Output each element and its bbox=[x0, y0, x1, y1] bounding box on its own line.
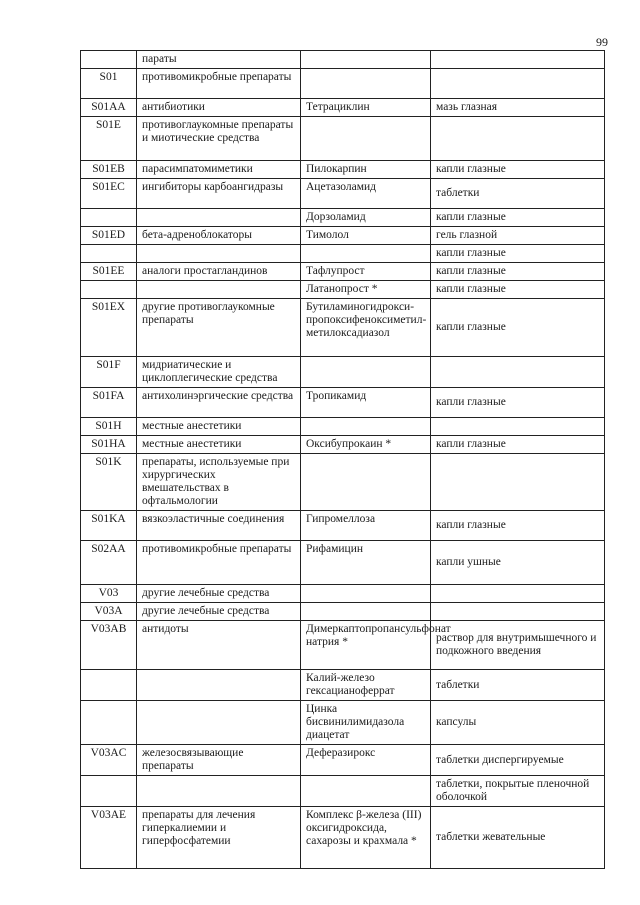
drug-cell: Ацетазоламид bbox=[301, 179, 431, 209]
code-cell: S01F bbox=[81, 357, 137, 388]
group-cell: другие противоглаукомные препараты bbox=[137, 299, 301, 357]
group-cell: противоглаукомные препараты и миотические средства bbox=[137, 117, 301, 161]
table-row bbox=[81, 117, 605, 161]
page-number: 99 bbox=[596, 35, 608, 49]
code-cell: S01EE bbox=[81, 263, 137, 281]
form-cell: капли глазные bbox=[431, 299, 605, 357]
group-cell: аналоги простагландинов bbox=[137, 263, 301, 281]
code-cell bbox=[81, 51, 137, 69]
drug-cell: Рифамицин bbox=[301, 541, 431, 585]
table-row bbox=[81, 51, 605, 69]
form-cell: таблетки диспергируемые bbox=[431, 745, 605, 776]
form-cell bbox=[431, 585, 605, 603]
group-cell: бета-адреноблокаторы bbox=[137, 227, 301, 245]
table-row bbox=[81, 776, 605, 807]
drug-cell: Тропикамид bbox=[301, 388, 431, 418]
code-cell bbox=[81, 701, 137, 745]
table-row bbox=[81, 418, 605, 436]
form-cell bbox=[431, 357, 605, 388]
table-row bbox=[81, 357, 605, 388]
group-cell: вязкоэластичные соединения bbox=[137, 511, 301, 541]
table-row bbox=[81, 209, 605, 227]
table-row bbox=[81, 99, 605, 117]
drug-cell bbox=[301, 117, 431, 161]
table-row bbox=[81, 745, 605, 776]
form-cell bbox=[431, 603, 605, 621]
code-cell: S01KA bbox=[81, 511, 137, 541]
drug-cell: Бутиламиногидрокси-пропоксифеноксиметил-метилоксадиазол bbox=[301, 299, 431, 357]
table-row bbox=[81, 511, 605, 541]
form-cell: раствор для внутримышечного и подкожного введения bbox=[431, 621, 605, 670]
form-cell: таблетки bbox=[431, 179, 605, 209]
group-cell: местные анестетики bbox=[137, 436, 301, 454]
group-cell: противомикробные препараты bbox=[137, 69, 301, 99]
code-cell: S01EX bbox=[81, 299, 137, 357]
table-row bbox=[81, 807, 605, 869]
drug-cell bbox=[301, 603, 431, 621]
drug-cell: Цинка бисвинилимидазола диацетат bbox=[301, 701, 431, 745]
group-cell: противомикробные препараты bbox=[137, 541, 301, 585]
form-cell: капли глазные bbox=[431, 436, 605, 454]
drug-cell bbox=[301, 245, 431, 263]
group-cell bbox=[137, 776, 301, 807]
drug-cell bbox=[301, 454, 431, 511]
table-row bbox=[81, 299, 605, 357]
drug-cell: Пилокарпин bbox=[301, 161, 431, 179]
table-row bbox=[81, 281, 605, 299]
table-row bbox=[81, 701, 605, 745]
form-cell bbox=[431, 117, 605, 161]
table-row bbox=[81, 621, 605, 670]
table-row bbox=[81, 263, 605, 281]
form-cell bbox=[431, 69, 605, 99]
table-row bbox=[81, 161, 605, 179]
table-row bbox=[81, 436, 605, 454]
form-cell: таблетки bbox=[431, 670, 605, 701]
code-cell: S02AA bbox=[81, 541, 137, 585]
code-cell bbox=[81, 209, 137, 227]
drug-cell: Латанопрост * bbox=[301, 281, 431, 299]
code-cell: V03AB bbox=[81, 621, 137, 670]
group-cell: препараты, используемые при хирургических вмешательствах в офтальмологии bbox=[137, 454, 301, 511]
drug-cell: Тафлупрост bbox=[301, 263, 431, 281]
drug-table bbox=[80, 50, 605, 869]
drug-cell bbox=[301, 51, 431, 69]
table-row bbox=[81, 388, 605, 418]
group-cell: другие лечебные средства bbox=[137, 585, 301, 603]
drug-cell: Тимолол bbox=[301, 227, 431, 245]
form-cell: капли глазные bbox=[431, 161, 605, 179]
form-cell: таблетки жевательные bbox=[431, 807, 605, 869]
code-cell bbox=[81, 670, 137, 701]
drug-cell bbox=[301, 585, 431, 603]
table-row bbox=[81, 454, 605, 511]
group-cell bbox=[137, 701, 301, 745]
code-cell: V03 bbox=[81, 585, 137, 603]
group-cell: ингибиторы карбоангидразы bbox=[137, 179, 301, 209]
group-cell: железосвязывающие препараты bbox=[137, 745, 301, 776]
code-cell: S01K bbox=[81, 454, 137, 511]
drug-cell bbox=[301, 776, 431, 807]
form-cell: капли глазные bbox=[431, 281, 605, 299]
drug-cell: Калий-железо гексацианоферрат bbox=[301, 670, 431, 701]
table-row bbox=[81, 670, 605, 701]
drug-cell bbox=[301, 357, 431, 388]
group-cell: местные анестетики bbox=[137, 418, 301, 436]
form-cell: таблетки, покрытые пленочной оболочкой bbox=[431, 776, 605, 807]
group-cell: другие лечебные средства bbox=[137, 603, 301, 621]
group-cell bbox=[137, 281, 301, 299]
code-cell: S01 bbox=[81, 69, 137, 99]
form-cell: капли глазные bbox=[431, 263, 605, 281]
form-cell bbox=[431, 418, 605, 436]
table-row bbox=[81, 179, 605, 209]
group-cell: препараты для лечения гиперкалиемии и гиперфосфатемии bbox=[137, 807, 301, 869]
code-cell: S01EB bbox=[81, 161, 137, 179]
table-row bbox=[81, 603, 605, 621]
form-cell: капсулы bbox=[431, 701, 605, 745]
group-cell bbox=[137, 670, 301, 701]
table-row bbox=[81, 69, 605, 99]
form-cell: капли глазные bbox=[431, 388, 605, 418]
drug-cell: Деферазирокс bbox=[301, 745, 431, 776]
form-cell: капли глазные bbox=[431, 511, 605, 541]
drug-cell: Димеркаптопропансульфонат натрия * bbox=[301, 621, 431, 670]
drug-cell: Гипромеллоза bbox=[301, 511, 431, 541]
code-cell: S01FA bbox=[81, 388, 137, 418]
code-cell: V03AE bbox=[81, 807, 137, 869]
table-row bbox=[81, 585, 605, 603]
code-cell: S01ED bbox=[81, 227, 137, 245]
code-cell: V03A bbox=[81, 603, 137, 621]
code-cell: V03AC bbox=[81, 745, 137, 776]
form-cell bbox=[431, 51, 605, 69]
drug-cell: Оксибупрокаин * bbox=[301, 436, 431, 454]
form-cell: капли глазные bbox=[431, 245, 605, 263]
drug-cell: Тетрациклин bbox=[301, 99, 431, 117]
group-cell bbox=[137, 209, 301, 227]
drug-cell: Дорзоламид bbox=[301, 209, 431, 227]
group-cell: антибиотики bbox=[137, 99, 301, 117]
group-cell: параты bbox=[137, 51, 301, 69]
drug-cell bbox=[301, 69, 431, 99]
form-cell bbox=[431, 454, 605, 511]
code-cell: S01HA bbox=[81, 436, 137, 454]
drug-cell: Комплекс β-железа (III) оксигидроксида, сахарозы и крахмала * bbox=[301, 807, 431, 869]
code-cell bbox=[81, 776, 137, 807]
code-cell: S01H bbox=[81, 418, 137, 436]
table-row bbox=[81, 541, 605, 585]
table-row bbox=[81, 227, 605, 245]
group-cell: антихолинэргические средства bbox=[137, 388, 301, 418]
code-cell: S01E bbox=[81, 117, 137, 161]
code-cell bbox=[81, 281, 137, 299]
group-cell: мидриатические и циклоплегические средства bbox=[137, 357, 301, 388]
form-cell: капли глазные bbox=[431, 209, 605, 227]
drug-cell bbox=[301, 418, 431, 436]
form-cell: мазь глазная bbox=[431, 99, 605, 117]
form-cell: гель глазной bbox=[431, 227, 605, 245]
table-row bbox=[81, 245, 605, 263]
code-cell bbox=[81, 245, 137, 263]
group-cell bbox=[137, 245, 301, 263]
code-cell: S01AA bbox=[81, 99, 137, 117]
group-cell: антидоты bbox=[137, 621, 301, 670]
group-cell: парасимпатомиметики bbox=[137, 161, 301, 179]
code-cell: S01EC bbox=[81, 179, 137, 209]
form-cell: капли ушные bbox=[431, 541, 605, 585]
